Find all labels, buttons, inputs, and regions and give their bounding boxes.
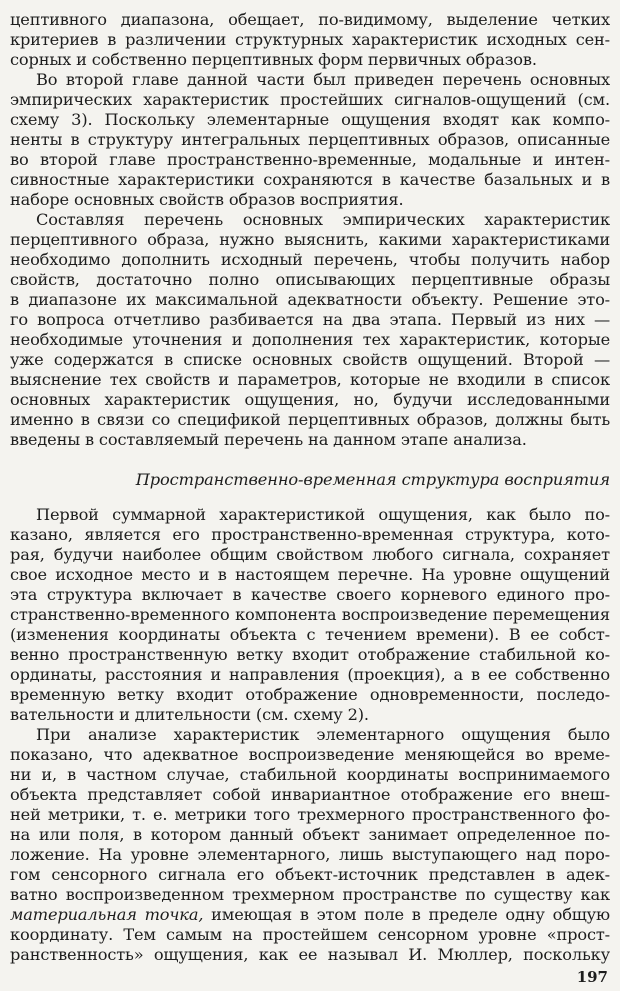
text-line: необходимые уточнения и дополнения тех характеристик, которые [10,330,610,349]
section-heading: Пространственно-временная структура восприятия [135,470,610,489]
text-line: го вопроса отчетливо разбивается на два этапа. Первый из них — [10,310,610,329]
text-line: во второй главе пространственно-временные, модальные и интен- [10,150,610,169]
text-line: сорных и собственно перцептивных форм первичных образов. [10,50,537,69]
text-line: необходимо дополнить исходный перечень, чтобы получить набор [10,250,610,269]
text-line: ложение. На уровне элементарного, лишь выступающего над поро- [10,845,610,864]
text-line: наборе основных свойств образов восприятия. [10,190,404,209]
italic-term: материальная точка, [10,905,204,924]
text-line: координату. Тем самым на простейшем сенсорном уровне «прост- [10,925,610,944]
text-line: сивностные характеристики сохраняются в качестве базальных и в [10,170,610,189]
text-line: показано, что адекватное воспроизведение меняющейся во време- [10,745,610,764]
text-line: на или поля, в котором данный объект занимает определенное по- [10,825,610,844]
text-line: свое исходное место и в настоящем перечне. На уровне ощущений [10,565,610,584]
text-line: ординаты, расстояния и направления (проекция), а в ее собственно [10,665,610,684]
page-number: 197 [576,968,608,986]
text-line: ни и, в частном случае, стабильной координаты воспринимаемого [10,765,610,784]
text-line: (изменения координаты объекта с течением времени). В ее собст- [10,625,610,644]
text-line: ненты в структуру интегральных перцептивных образов, описанные [10,130,610,149]
text-line: свойств, достаточно полно описывающих перцептивные образы [10,270,610,289]
text-line-italic [10,905,610,925]
text-line: выяснение тех свойств и параметров, которые не входили в список [10,370,610,389]
text-line: основных характеристик ощущения, но, будучи исследованными [10,390,610,409]
text-line: эмпирических характеристик простейших сигналов-ощущений (см. [10,90,610,109]
text-line: именно в связи со спецификой перцептивных образов, должны быть [10,410,610,429]
text-line: эта структура включает в качестве своего корневого единого про- [10,585,610,604]
text-line: вательности и длительности (см. схему 2). [10,705,369,724]
text-line: перцептивного образа, нужно выяснить, какими характеристиками [10,230,610,249]
text-line: рая, будучи наиболее общим свойством любого сигнала, сохраняет [10,545,610,564]
text-line: критериев в различении структурных характеристик исходных сен- [10,30,610,49]
text-line: введены в составляемый перечень на данном этапе анализа. [10,430,527,449]
text-line: Составляя перечень основных эмпирических характеристик [36,210,610,229]
text-line: временную ветку входит отображение одновременности, последо- [10,685,610,704]
text-line: схему 3). Поскольку элементарные ощущения входят как компо- [10,110,610,129]
text-line: в диапазоне их максимальной адекватности объекту. Решение это- [10,290,610,309]
text-line: странственно-временного компонента воспроизведение перемещения [10,605,610,624]
text-line: ней метрики, т. е. метрики того трехмерного пространственного фо- [10,805,610,824]
text-line: гом сенсорного сигнала его объект-источник представлен в адек- [10,865,610,884]
text-line: казано, является его пространственно-временная структура, кото- [10,525,610,544]
text-line: уже содержатся в списке основных свойств ощущений. Второй — [10,350,610,369]
text-line: Первой суммарной характеристикой ощущения, как было по- [36,505,610,524]
text-line: ранственность» ощущения, как ее называл И. Мюллер, поскольку [10,945,610,964]
text-line: объекта представляет собой инвариантное отображение его внеш- [10,785,610,804]
text-line-rest: имеющая в этом поле в пределе одну общую [203,905,610,924]
text-line: Во второй главе данной части был приведен перечень основных [36,70,610,89]
text-line: цептивного диапазона, обещает, по-видимому, выделение четких [10,10,610,29]
text-line: венно пространственную ветку входит отображение стабильной ко- [10,645,610,664]
text-line: При анализе характеристик элементарного ощущения было [36,725,610,744]
text-line: ватно воспроизведенном трехмерном пространстве по существу как [10,885,610,904]
